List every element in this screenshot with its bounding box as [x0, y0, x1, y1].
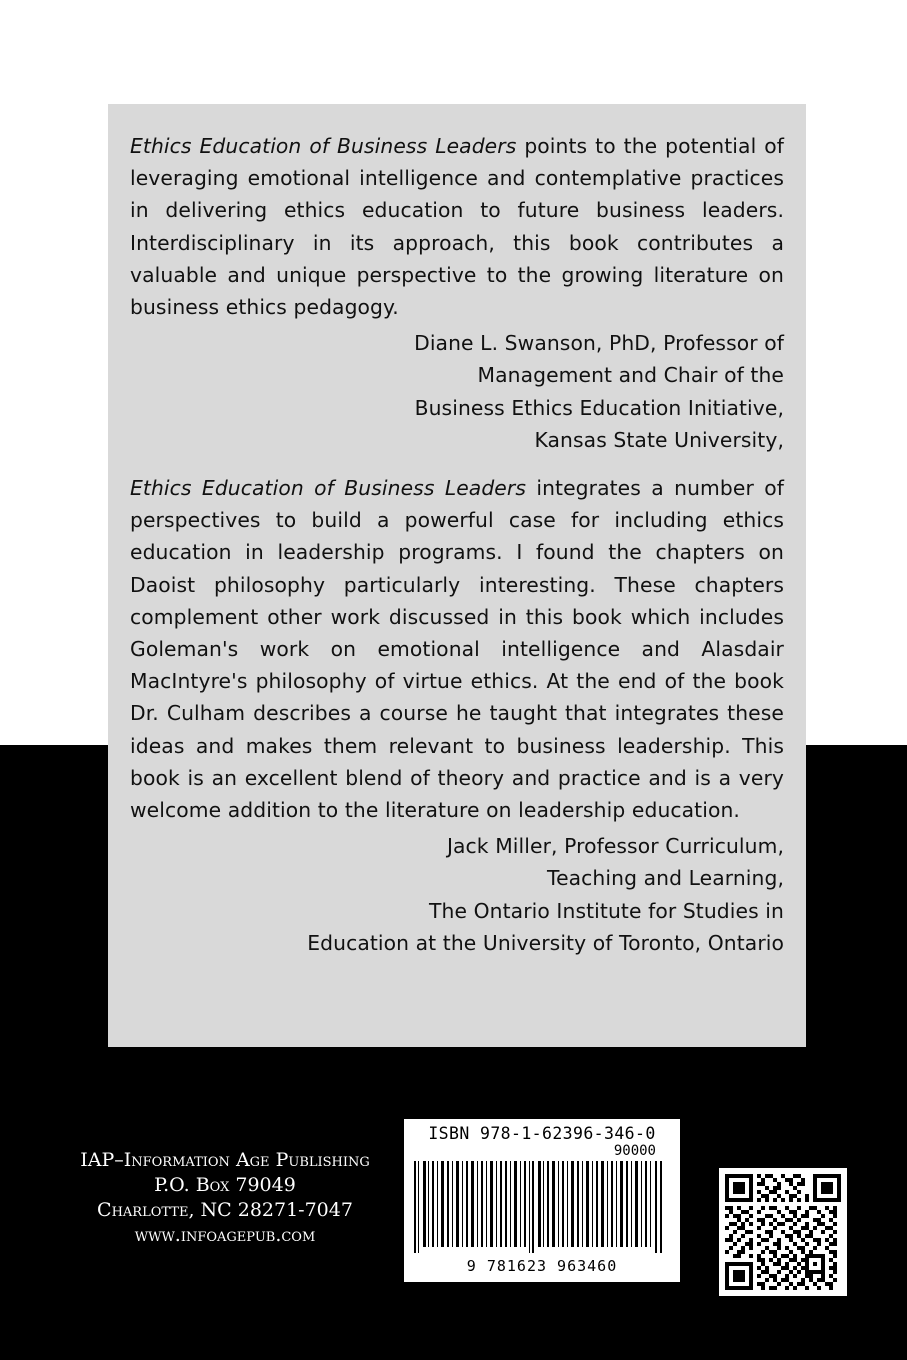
publisher-website: www.infoagepub.com — [134, 1224, 316, 1246]
attribution-line: Jack Miller, Professor Curriculum, — [446, 834, 784, 859]
publisher-po-box: P.O. Box 79049 — [154, 1174, 296, 1196]
blurb-attribution-1 — [130, 327, 784, 456]
publisher-imprint — [60, 1148, 390, 1248]
barcode-bars — [412, 1161, 672, 1253]
isbn-barcode — [404, 1119, 680, 1282]
blurb-paragraph-2 — [130, 472, 784, 826]
book-title-italic-2: Ethics Education of Business Leaders — [130, 476, 526, 501]
blurb-paragraph-1 — [130, 130, 784, 323]
attribution-line: Diane L. Swanson, PhD, Professor of — [414, 331, 784, 356]
attribution-line: Kansas State University, — [534, 427, 784, 452]
attribution-line: Business Ethics Education Initiative, — [414, 395, 784, 420]
isbn-label: ISBN 978-1-62396-346-0 — [428, 1124, 656, 1143]
book-title-italic-1: Ethics Education of Business Leaders — [130, 134, 517, 158]
publisher-city-state-zip: Charlotte, NC 28271-7047 — [97, 1199, 353, 1221]
blurb-attribution-2 — [130, 830, 784, 959]
publisher-name: IAP–Information Age Publishing — [80, 1149, 370, 1171]
qr-code — [719, 1168, 847, 1296]
attribution-line: Management and Chair of the — [477, 363, 784, 388]
isbn-addon-digits: 90000 — [613, 1143, 656, 1159]
blurb-text-1: points to the potential of leveraging emotional intelligence and contemplative practices in delivering ethics education to future business leaders. Interdisciplinary in its approach, this book contributes a valuable and unique perspective to the growing literature on business ethics pedagogy. — [130, 134, 784, 320]
attribution-line: Education at the University of Toronto, Ontario — [307, 930, 784, 955]
blurb-panel — [108, 104, 806, 1047]
qr-code-image — [725, 1174, 841, 1290]
blurb-text-2: integrates a number of perspectives to build a powerful case for including ethics education in leadership programs. I found the chapters on Daoist philosophy particularly interesting. These chapters complement other work discussed in this book which includes Goleman's work on emotional intelligence and Alasdair MacIntyre's philosophy of virtue ethics. At the end of the book Dr. Culham describes a course he taught that integrates these ideas and makes them relevant to business leadership. This book is an excellent blend of theory and practice and is a very welcome addition to the literature on leadership education. — [130, 476, 784, 823]
attribution-line: Teaching and Learning, — [547, 866, 784, 891]
attribution-line: The Ontario Institute for Studies in — [429, 898, 784, 923]
ean-digits: 9 781623 963460 — [466, 1257, 618, 1275]
